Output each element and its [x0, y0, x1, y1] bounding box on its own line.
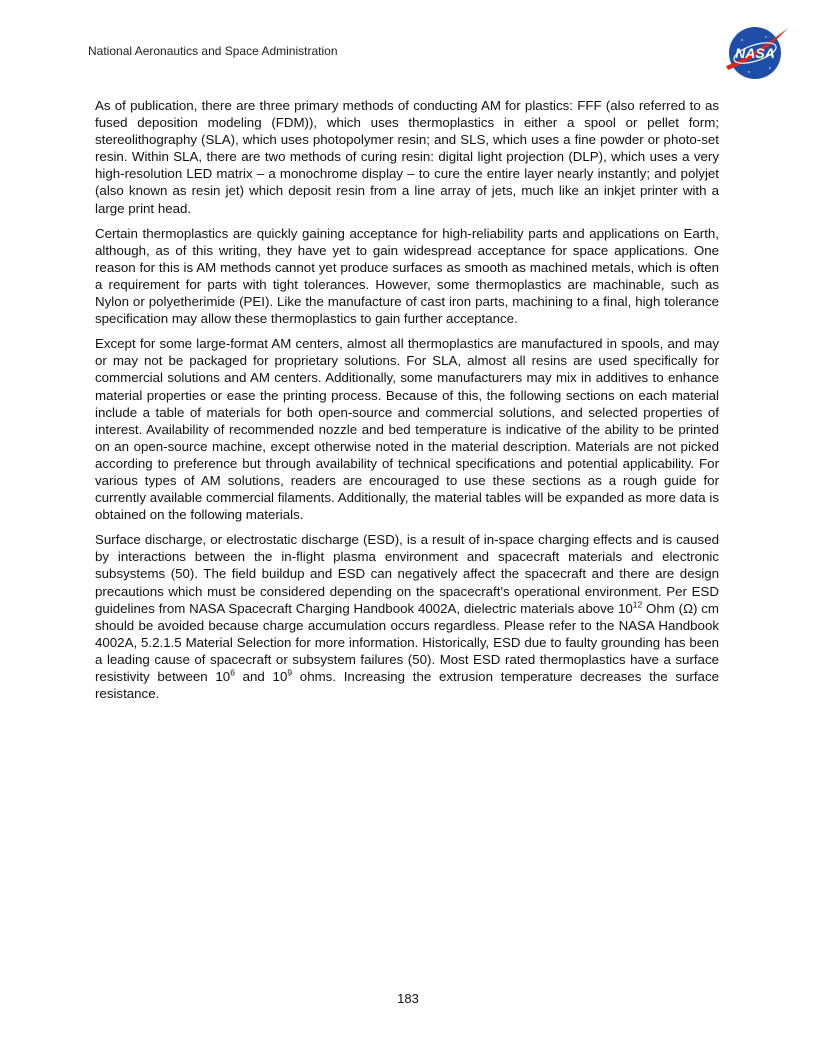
- esd-text-1: Surface discharge, or electrostatic discharge (ESD), is a result of in-space charging effects and is caused by interactions between the in-flight plasma environment and spacecraft materials and electronic subsystems (50). The field buildup and ESD can negatively affect the spacecraft and there are design precautions which must be considered depending on the spacecraft's operational environment. Per ESD guidelines from NASA Spacecraft Charging Handbook 4002A, dielectric materials above 10: [95, 532, 719, 616]
- nasa-logo-text: NASA: [735, 45, 775, 61]
- header-organization: National Aeronautics and Space Administration: [88, 44, 338, 58]
- paragraph-esd: [95, 531, 719, 702]
- esd-text-2: Ohm (Ω) cm should be avoided because charge accumulation occurs regardless. Please refer to the NASA Handbook 4002A, 5.2.1.5 Material Selection for more information. Historically, ESD due to faulty grounding has been a leading cause of spacecraft or subsystem failures (50). Most ESD rated thermoplastics have a surface resistivity between 10: [95, 600, 719, 684]
- paragraph-am-methods: As of publication, there are three primary methods of conducting AM for plastics: FFF (also referred to as fused deposition modeling (FDM)), which uses thermoplastics in either a spool or pellet form; stereolithography (SLA), which uses photopolymer resin; and SLS, which uses a fine powder or photo-set resin. Within SLA, there are two methods of curing resin: digital light projection (DLP), which uses a very high-resolution LED matrix – a monochrome display – to cure the entire layer nearly instantly; and polyjet (also known as resin jet) which deposit resin from a line array of jets, much like an inkjet printer with a large print head.: [95, 98, 719, 216]
- paragraph-spools-and-materials: Except for some large-format AM centers, almost all thermoplastics are manufactured in spools, and may or may not be packaged for proprietary solutions. For SLA, almost all resins are used specifically for commercial solutions and AM centers. Additionally, some manufacturers may mix in additives to enhance material properties or ease the printing process. Because of this, the following sections on each material include a table of materials for both open-source and commercial solutions, and selected properties of interest. Availability of recommended nozzle and bed temperature is indicative of the ability to be printed on an open-source machine, except otherwise noted in the material description. Materials are not picked according to preference but through availability of technical specifications and potential applicability. For various types of AM solutions, readers are encouraged to use these sections as a rough guide for currently available commercial filaments. Additionally, the material tables will be expanded as more data is obtained on the following materials.: [95, 336, 719, 523]
- esd-text-3: and 10: [234, 669, 288, 684]
- esd-text-4: ohms. Increasing the extrusion temperature decreases the surface resistance.: [95, 669, 719, 702]
- exponent-6: 6: [230, 667, 235, 678]
- nasa-logo-icon: [722, 22, 790, 82]
- body-text: [95, 97, 719, 710]
- page-number: 183: [397, 991, 419, 1006]
- exponent-12: 12: [632, 599, 643, 610]
- paragraph-thermoplastics-acceptance: Certain thermoplastics are quickly gaining acceptance for high-reliability parts and applications on Earth, although, as of this writing, they have yet to gain widespread acceptance for space applications. One reason for this is AM methods cannot yet produce surfaces as smooth as machined metals, which is often a requirement for parts with tight tolerances. However, some thermoplastics are machinable, such as Nylon or polyetherimide (PEI). Like the manufacture of cast iron parts, machining to a final, high tolerance specification may allow these thermoplastics to gain further acceptance.: [95, 225, 719, 327]
- exponent-9: 9: [287, 667, 293, 678]
